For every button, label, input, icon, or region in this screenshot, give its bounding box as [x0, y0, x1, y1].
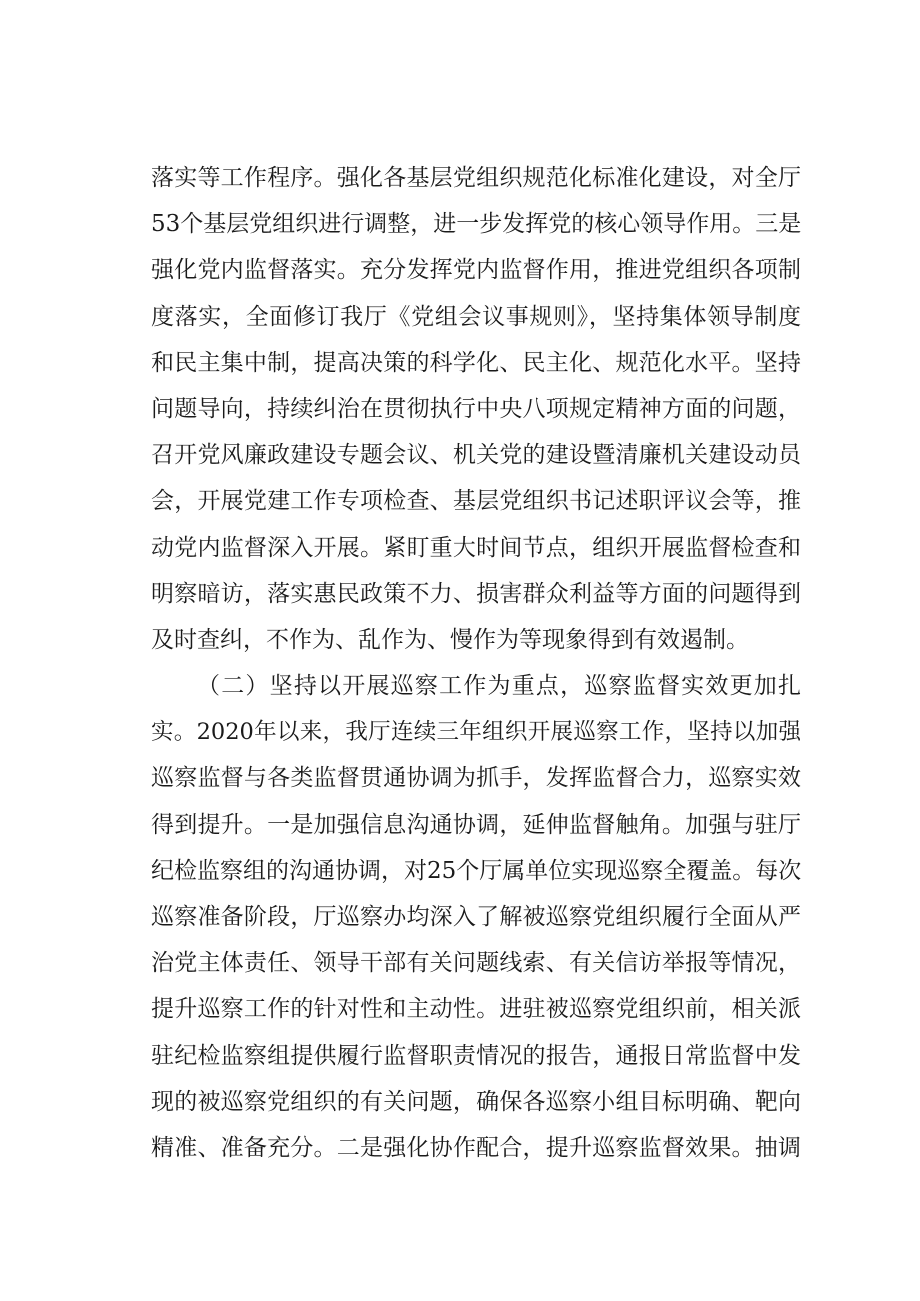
- text-line: 巡察准备阶段，厅巡察办均深入了解被巡察党组织履行全面从严: [151, 904, 801, 930]
- text-line: 巡察监督与各类监督贯通协调为抓手，发挥监督合力，巡察实效: [151, 765, 801, 792]
- text-line: 度落实，全面修订我厅《党组会议事规则》，坚持集体领导制度: [151, 303, 801, 330]
- text-line: 动党内监督深入开展。紧盯重大时间节点，组织开展监督检查和: [151, 534, 801, 561]
- text-line: 精准、准备充分。二是强化协作配合，提升巡察监督效果。抽调: [151, 1134, 801, 1161]
- text-line: 驻纪检监察组提供履行监督职责情况的报告，通报日常监督中发: [151, 1042, 801, 1069]
- text-line: 及时查纠，不作为、乱作为、慢作为等现象得到有效遏制。: [151, 626, 749, 653]
- text-line: 现的被巡察党组织的有关问题，确保各巡察小组目标明确、靶向: [151, 1088, 801, 1115]
- text-line: 召开党风廉政建设专题会议、机关党的建设暨清廉机关建设动员: [151, 442, 801, 469]
- text-line: 提升巡察工作的针对性和主动性。进驻被巡察党组织前，相关派: [151, 996, 801, 1023]
- text-line: 治党主体责任、领导干部有关问题线索、有关信访举报等情况，: [151, 950, 801, 977]
- text-line: 纪检监察组的沟通协调，对25个厅属单位实现巡察全覆盖。每次: [151, 857, 801, 884]
- text-line: 53个基层党组织进行调整，进一步发挥党的核心领导作用。三是: [151, 211, 801, 238]
- text-line: 实。2020年以来，我厅连续三年组织开展巡察工作，坚持以加强: [151, 719, 801, 746]
- body-text: [151, 155, 801, 1171]
- text-line: 会，开展党建工作专项检查、基层党组织书记述职评议会等，推: [151, 488, 801, 515]
- text-line: （二）坚持以开展巡察工作为重点，巡察监督实效更加扎: [197, 673, 801, 700]
- paragraph-2: [151, 663, 801, 1171]
- text-line: 和民主集中制，提高决策的科学化、民主化、规范化水平。坚持: [151, 349, 801, 376]
- text-line: 强化党内监督落实。充分发挥党内监督作用，推进党组织各项制: [151, 257, 801, 284]
- text-line: 问题导向，持续纠治在贯彻执行中央八项规定精神方面的问题，: [151, 395, 801, 422]
- text-line: 明察暗访，落实惠民政策不力、损害群众利益等方面的问题得到: [151, 580, 801, 607]
- text-line: 得到提升。一是加强信息沟通协调，延伸监督触角。加强与驻厅: [151, 811, 801, 838]
- text-line: 落实等工作程序。强化各基层党组织规范化标准化建设，对全厅: [151, 165, 801, 191]
- paragraph-1: [151, 155, 801, 663]
